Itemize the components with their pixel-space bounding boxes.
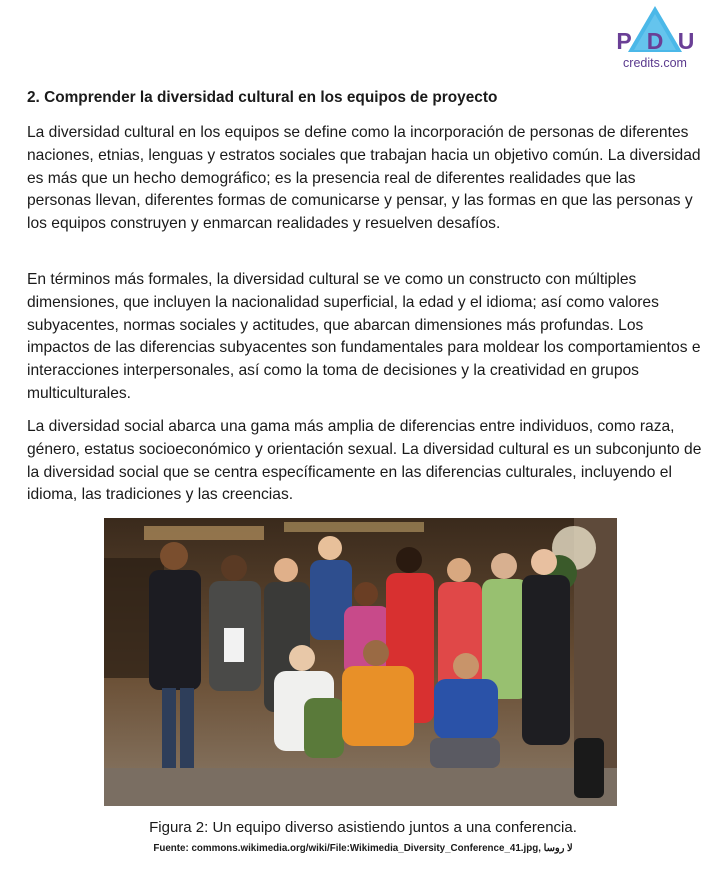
pdu-credits-logo: [612, 4, 698, 70]
logo-letter-u: U: [677, 28, 695, 54]
figure-caption: Figura 2: Un equipo diverso asistiendo juntos a una conferencia.: [149, 819, 577, 836]
logo-domain: credits.com: [623, 56, 687, 70]
figure-source: Fuente: commons.wikimedia.org/wiki/File:Wikimedia_Diversity_Conference_41.jpg, لا روسا: [153, 843, 573, 854]
group-photo-illustration: [104, 518, 617, 806]
paragraph-definition: La diversidad cultural en los equipos se define como la incorporación de personas de diferentes naciones, etnias, lenguas y estratos sociales que trabajan hacia un objetivo común. La diversidad es más que un hecho demográfico; es la presencia real de diferentes realidades que las personas llevan, diferentes formas de comunicarse y pensar, y las formas en que las personas y los equipos construyen y enmarcan realidades y resuelven desafíos.: [27, 124, 701, 233]
logo-letter-d: D: [646, 28, 664, 54]
conference-group-photo: [104, 518, 617, 806]
logo-letter-p: P: [616, 28, 632, 54]
section-heading: 2. Comprender la diversidad cultural en los equipos de proyecto: [27, 89, 498, 106]
logo-letters: [612, 28, 698, 55]
paragraph-formal: En términos más formales, la diversidad cultural se ve como un constructo con múltiples dimensiones, que incluyen la nacionalidad superficial, la edad y el idioma; así como valores subyacentes, normas sociales y actitudes, que abarcan dimensiones más profundas. Los impactos de las diferencias subyacentes son fundamentales para moldear los comportamientos e interacciones interpersonales, así como la toma de decisiones y la creatividad en grupos multiculturales.: [27, 271, 701, 402]
paragraph-social: La diversidad social abarca una gama más amplia de diferencias entre individuos, como raza, género, estatus socioeconómico y orientación sexual. La diversidad cultural es un subconjunto de la diversidad social que se centra específicamente en las diferencias culturales, incluyendo el idioma, las tradiciones y las creencias.: [27, 418, 702, 504]
